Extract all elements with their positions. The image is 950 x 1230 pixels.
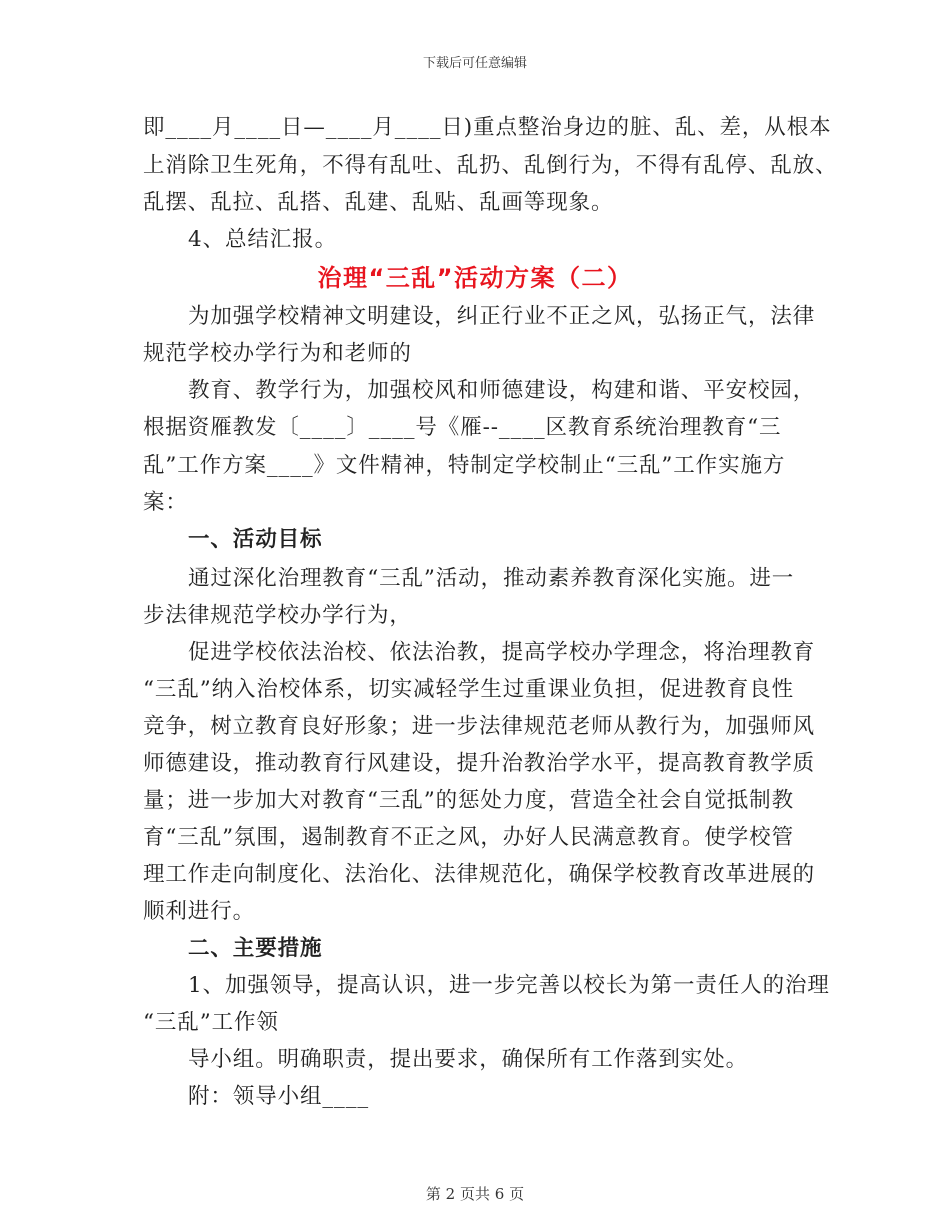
body-line: 步法律规范学校办学行为， xyxy=(143,603,412,628)
body-line: 乱”工作方案____》文件精神，特制定学校制止“三乱”工作实施方 xyxy=(143,453,786,478)
body-line: 竞争，树立教育良好形象；进一步法律规范老师从教行为，加强师风 xyxy=(143,714,816,739)
body-line: “三乱”纳入治校体系，切实减轻学生过重课业负担，促进教育良性 xyxy=(143,677,794,702)
body-line: 规范学校办学行为和老师的 xyxy=(143,341,412,366)
body-line: 师德建设，推动教育行风建设，提升治教治学水平，提高教育教学质 xyxy=(143,751,816,776)
page-footer: 第 2 页共 6 页 xyxy=(425,1185,525,1203)
body-line: 即____月____日—____月____日)重点整治身边的脏、乱、差，从根本 xyxy=(143,115,832,140)
body-line: 附：领导小组____ xyxy=(188,1084,370,1109)
body-line: 顺利进行。 xyxy=(143,899,256,924)
body-line: 根据资雁教发〔____〕____号《雁--____区教育系统治理教育“三 xyxy=(143,415,782,440)
body-line: 促进学校依法治校、依法治教，提高学校办学理念，将治理教育 xyxy=(188,640,816,665)
body-line: “三乱”工作领 xyxy=(143,1010,279,1035)
body-line: 1、加强领导，提高认识，进一步完善以校长为第一责任人的治理 xyxy=(188,973,830,998)
body-line: 案： xyxy=(143,490,188,515)
body-line: 4、总结汇报。 xyxy=(188,227,337,252)
body-line: 导小组。明确职责，提出要求，确保所有工作落到实处。 xyxy=(188,1047,749,1072)
page-header: 下载后可任意编辑 xyxy=(422,56,527,71)
body-line: 育“三乱”氛围，遏制教育不正之风，办好人民满意教育。使学校管 xyxy=(143,825,794,850)
heading-goals: 一、活动目标 xyxy=(188,527,323,552)
heading-measures: 二、主要措施 xyxy=(188,936,323,961)
section-title: 治理“三乱”活动方案（二） xyxy=(317,264,633,292)
body-line: 上消除卫生死角，不得有乱吐、乱扔、乱倒行为，不得有乱停、乱放、 xyxy=(143,153,838,178)
body-line: 理工作走向制度化、法治化、法律规范化，确保学校教育改革进展的 xyxy=(143,862,816,887)
body-line: 通过深化治理教育“三乱”活动，推动素养教育深化实施。进一 xyxy=(188,566,795,591)
body-line: 为加强学校精神文明建设，纠正行业不正之风，弘扬正气，法律 xyxy=(188,304,816,329)
body-line: 乱摆、乱拉、乱搭、乱建、乱贴、乱画等现象。 xyxy=(143,190,614,215)
body-line: 量；进一步加大对教育“三乱”的惩处力度，营造全社会自觉抵制教 xyxy=(143,788,794,813)
body-line: 教育、教学行为，加强校风和师德建设，构建和谐、平安校园， xyxy=(188,378,816,403)
